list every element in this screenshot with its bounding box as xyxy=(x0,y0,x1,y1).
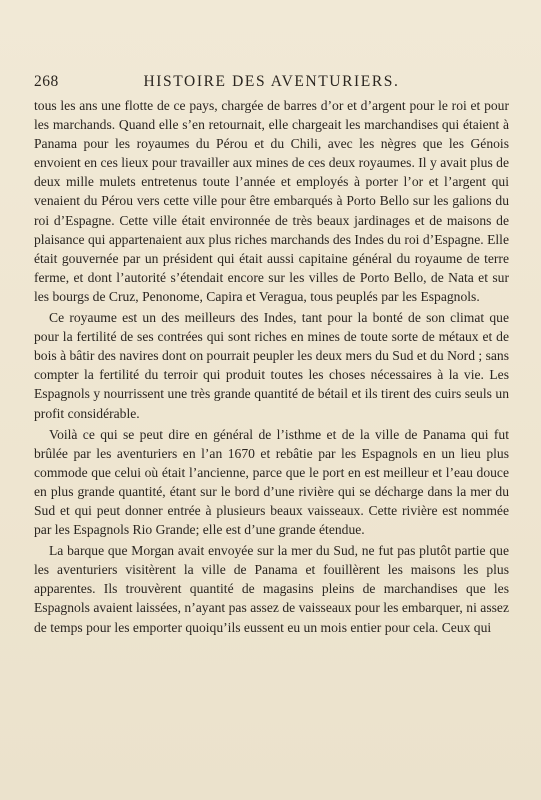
body-text xyxy=(34,96,509,637)
paragraph: La barque que Morgan avait envoyée sur la mer du Sud, ne fut pas plutôt partie que les aventuriers visitèrent la ville de Panama et fouillèrent les maisons les plus apparentes. Ils trouvèrent quantité de magasins pleins de marchandises que les Espagnols avaient laissées, n’ayant pas assez de vaisseaux pour les embarquer, ni assez de temps pour les emporter quoiqu’ils eussent eu un mois entier pour cela. Ceux qui xyxy=(34,543,509,635)
running-title: HISTOIRE DES AVENTURIERS. xyxy=(143,73,400,90)
paragraph: Ce royaume est un des meilleurs des Indes, tant pour la bonté de son climat que pour la fertilité de ses contrées qui sont riches en mines de toute sorte de métaux et de bois à bâtir des navires dont on pourrait peupler les deux mers du Sud et du Nord ; sans compter la fertilité du terroir qui produit toutes les choses nécessaires à la vie. Les Espagnols y nourrissent une très grande quantité de bétail et ils tirent des cuirs seuls un profit considérable. xyxy=(34,310,509,421)
page-number: 268 xyxy=(34,73,59,90)
page-header xyxy=(34,73,509,93)
paragraph: tous les ans une flotte de ce pays, chargée de barres d’or et d’argent pour le roi et pour les marchands. Quand elle s’en retournait, elle chargeait les marchandises qui étaient à Panama pour les royaumes du Pérou et du Chili, avec les nègres que les Génois envoient en ces lieux pour travailler aux mines de ces deux royaumes. Il y avait plus de deux mille mulets entretenus toute l’année et employés à porter l’or et l’argent qui venaient du Pérou vers cette ville pour être embarqués à Porto Bello sur les galions du roi d’Espagne. Cette ville était environnée de très beaux jardinages et de maisons de plaisance qui appartenaient aux plus riches marchands des Indes du roi d’Espagne. Elle était gouvernée par un président qui était aussi capitaine général du royaume de terre ferme, et dont l’autorité s’étendait encore sur les villes de Porto Bello, de Nata et sur les bourgs de Cruz, Penonome, Capira et Veragua, tous peuplés par les Espagnols. xyxy=(34,98,509,304)
paragraph: Voilà ce qui se peut dire en général de l’isthme et de la ville de Panama qui fut brûlée par les aventuriers en l’an 1670 et rebâtie par les Espagnols en un lieu plus commode que celui où était l’ancienne, parce que le port en est meilleur et l’eau douce en plus grande quantité, étant sur le bord d’une rivière qui se décharge dans la mer du Sud et qui peut donner entrée à plusieurs beaux vaisseaux. Cette rivière est nommée par les Espagnols Rio Grande; elle est d’une grande étendue. xyxy=(34,426,509,538)
